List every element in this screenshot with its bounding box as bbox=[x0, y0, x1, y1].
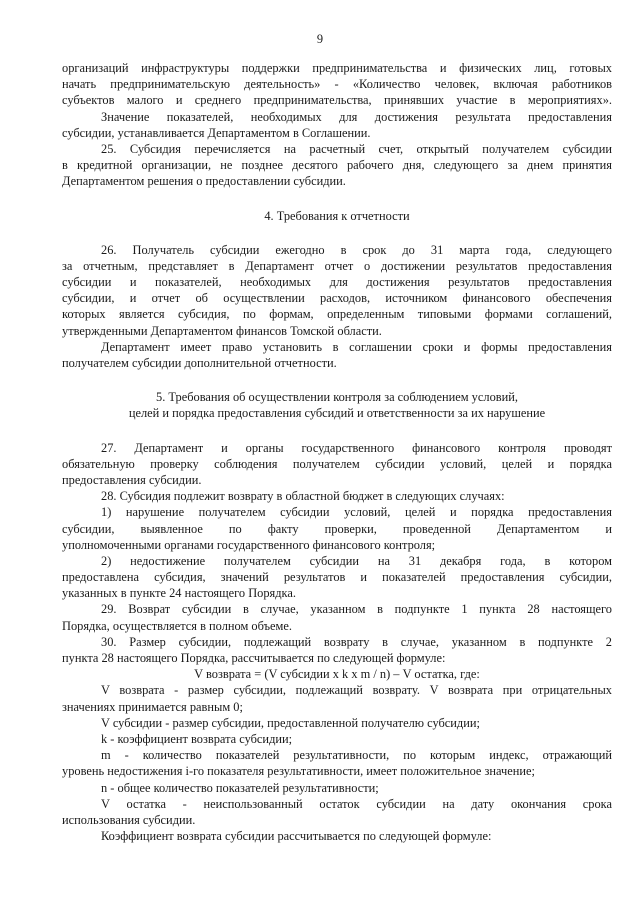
text-line: за отчетным, представляет в Департамент отчет о достижении результатов предоставления bbox=[62, 258, 612, 273]
page-number: 9 bbox=[316, 32, 324, 46]
text-line: m - количество показателей результативности, по которым индекс, отражающий bbox=[101, 748, 612, 763]
text-line: использования субсидии. bbox=[62, 812, 196, 827]
text-line: n - общее количество показателей результативности; bbox=[101, 780, 379, 795]
text-line: 26. Получатель субсидии ежегодно в срок до 31 марта года, следующего bbox=[101, 242, 612, 257]
text-line: Департамент имеет право установить в соглашении сроки и формы предоставления bbox=[101, 339, 612, 354]
text-line: которых является субсидия, по формам, определенным типовыми формами соглашений, bbox=[62, 307, 612, 322]
text-line: уполномоченными органами государственного финансового контроля; bbox=[62, 537, 436, 552]
text-line: V субсидии - размер субсидии, предоставленной получателю субсидии; bbox=[101, 715, 480, 730]
text-line: субсидии и показателей, необходимых для достижения результатов предоставления bbox=[62, 275, 612, 290]
text-line: V остатка - неиспользованный остаток субсидии на дату окончания срока bbox=[101, 796, 612, 811]
text-line: 1) нарушение получателем субсидии условий, целей и порядка предоставления bbox=[101, 505, 612, 520]
text-line: пункта 28 настоящего Порядка, рассчитывается по следующей формуле: bbox=[62, 651, 446, 665]
paragraph-gap bbox=[62, 371, 612, 389]
text-line: V возврата - размер субсидии, подлежащий возврату. V возврата при отрицательных bbox=[101, 683, 612, 698]
section-heading-line: 4. Требования к отчетности bbox=[264, 208, 410, 223]
text-line: предоставлена субсидия, значений результатов и показателей предоставления субсидии, bbox=[62, 570, 612, 585]
document-body bbox=[62, 60, 612, 844]
text-line: k - коэффициент возврата субсидии; bbox=[101, 731, 293, 746]
text-line: утвержденными Департаментом финансов Томской области. bbox=[62, 323, 382, 338]
text-line: получателем субсидии дополнительной отчетности. bbox=[62, 356, 337, 370]
text-line: обязательную проверку соблюдения получателем субсидии условий, целей и порядка bbox=[62, 456, 612, 471]
text-line: 29. Возврат субсидии в случае, указанном в подпункте 1 пункта 28 настоящего bbox=[101, 602, 612, 617]
text-line: Коэффициент возврата субсидии рассчитывается по следующей формуле: bbox=[101, 829, 492, 844]
text-line: Значение показателей, необходимых для достижения результата предоставления bbox=[101, 109, 612, 124]
text-line: начать предпринимательскую деятельность» - «Количество человек, включая работников bbox=[62, 77, 612, 92]
text-line: предоставления субсидии. bbox=[62, 472, 202, 487]
text-line: 2) недостижение получателем субсидии на 31 декабря года, в котором bbox=[101, 553, 612, 568]
text-line: 28. Субсидия подлежит возврату в областной бюджет в следующих случаях: bbox=[101, 489, 505, 504]
text-line: 27. Департамент и органы государственного финансового контроля проводят bbox=[101, 440, 612, 455]
text-line: организаций инфраструктуры поддержки предпринимательства и физических лиц, готовых bbox=[62, 61, 612, 75]
text-line: в кредитной организации, не позднее десятого рабочего дня, следующего за днем принятия bbox=[62, 158, 612, 173]
text-line: Департаментом решения о предоставлении субсидии. bbox=[62, 174, 346, 189]
text-line: значениях принимается равным 0; bbox=[62, 699, 243, 714]
section-heading-line: V возврата = (V субсидии х k х m / n) – V остатка, где: bbox=[194, 667, 480, 682]
paragraph-gap bbox=[62, 190, 612, 208]
paragraph-gap bbox=[62, 224, 612, 242]
text-line: субъектов малого и среднего предпринимательства, принявших участие в мероприятиях». bbox=[62, 93, 612, 108]
section-heading-line: целей и порядка предоставления субсидий и ответственности за их нарушение bbox=[128, 406, 546, 421]
section-heading-line: 5. Требования об осуществлении контроля за соблюдением условий, bbox=[156, 390, 518, 405]
text-line: 25. Субсидия перечисляется на расчетный счет, открытый получателем субсидии bbox=[101, 141, 612, 156]
text-line: Порядка, осуществляется в полном объеме. bbox=[62, 618, 292, 633]
paragraph-gap bbox=[62, 422, 612, 440]
text-line: субсидии, выявленное по факту проверки, проведенной Департаментом и bbox=[62, 521, 612, 536]
text-line: 30. Размер субсидии, подлежащий возврату в случае, указанном в подпункте 2 bbox=[101, 634, 612, 649]
text-line: уровень недостижения i-го показателя результативности, имеет положительное значение; bbox=[62, 764, 535, 779]
text-line: субсидии, устанавливается Департаментом в Соглашении. bbox=[62, 125, 371, 140]
text-line: субсидии, и отчет об осуществлении расходов, источником финансового обеспечения bbox=[62, 291, 612, 306]
text-line: указанных в пункте 24 настоящего Порядка. bbox=[62, 586, 296, 601]
